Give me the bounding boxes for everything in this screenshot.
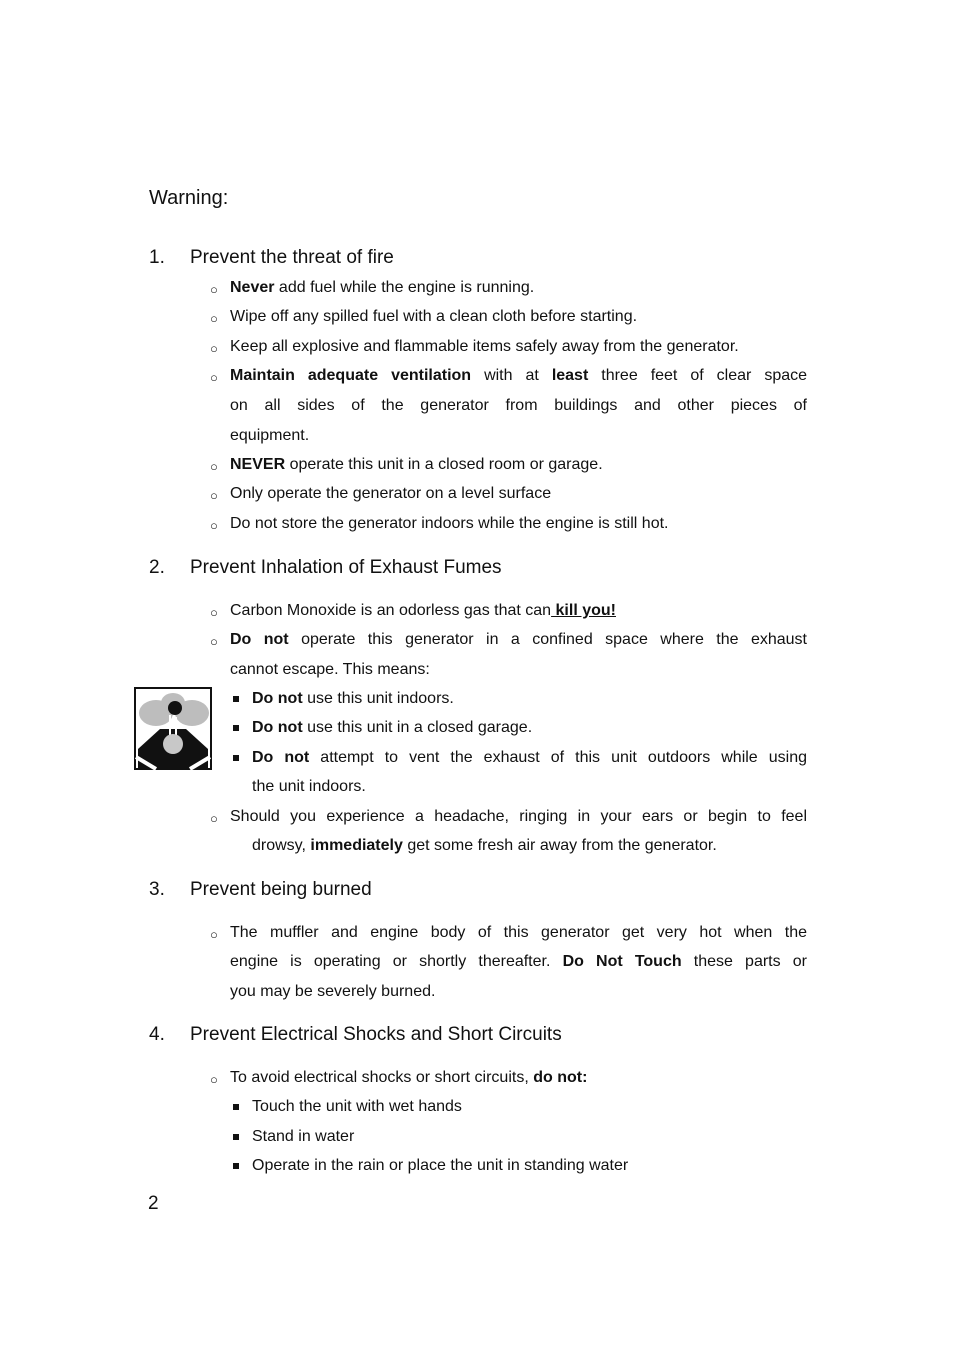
circle-bullet: ○ bbox=[210, 488, 218, 503]
section-4-number: 4. bbox=[149, 1024, 165, 1045]
warning-heading: Warning: bbox=[149, 187, 229, 209]
list-item: Maintain adequate ventilation with at least three feet of clear space bbox=[230, 367, 808, 384]
list-item-continuation: on all sides of the generator from buildings and other pieces of bbox=[230, 397, 807, 414]
page-number: 2 bbox=[148, 1193, 159, 1214]
list-item: Do not operate this generator in a confined space where the exhaust bbox=[230, 631, 807, 648]
square-bullet bbox=[233, 1134, 239, 1140]
circle-bullet: ○ bbox=[210, 311, 218, 326]
list-item: Never add fuel while the engine is running. bbox=[230, 279, 535, 296]
list-item-continuation: equipment. bbox=[230, 427, 310, 444]
circle-bullet: ○ bbox=[210, 927, 218, 942]
section-2-number: 2. bbox=[149, 557, 165, 578]
square-bullet bbox=[233, 1104, 239, 1110]
sub-list-item: Operate in the rain or place the unit in standing water bbox=[252, 1157, 629, 1174]
sub-list-item: Do not use this unit in a closed garage. bbox=[252, 719, 533, 736]
list-item: Do not store the generator indoors while the engine is still hot. bbox=[230, 515, 669, 532]
sub-list-item: Touch the unit with wet hands bbox=[252, 1098, 462, 1115]
sub-list-item: Stand in water bbox=[252, 1128, 355, 1145]
square-bullet bbox=[233, 755, 239, 761]
circle-bullet: ○ bbox=[210, 459, 218, 474]
section-1-number: 1. bbox=[149, 247, 165, 268]
list-item-continuation: drowsy, immediately get some fresh air away from the generator. bbox=[252, 837, 717, 854]
circle-bullet: ○ bbox=[210, 811, 218, 826]
square-bullet bbox=[233, 696, 239, 702]
section-2-title: Prevent Inhalation of Exhaust Fumes bbox=[190, 557, 502, 578]
list-item: Keep all explosive and flammable items safely away from the generator. bbox=[230, 338, 739, 355]
list-item-continuation: cannot escape. This means: bbox=[230, 661, 430, 678]
section-3-number: 3. bbox=[149, 879, 165, 900]
square-bullet bbox=[233, 725, 239, 731]
list-item: Wipe off any spilled fuel with a clean cloth before starting. bbox=[230, 308, 638, 325]
list-item: The muffler and engine body of this generator get very hot when the bbox=[230, 924, 807, 941]
section-4-title: Prevent Electrical Shocks and Short Circuits bbox=[190, 1024, 562, 1045]
section-1-title: Prevent the threat of fire bbox=[190, 247, 394, 268]
list-item: To avoid electrical shocks or short circuits, do not: bbox=[230, 1069, 588, 1086]
exhaust-fumes-hazard-icon bbox=[134, 687, 212, 770]
circle-bullet: ○ bbox=[210, 282, 218, 297]
sub-list-item: Do not attempt to vent the exhaust of this unit outdoors while using bbox=[252, 749, 807, 766]
sub-list-item: Do not use this unit indoors. bbox=[252, 690, 454, 707]
circle-bullet: ○ bbox=[210, 341, 218, 356]
list-item: Only operate the generator on a level surface bbox=[230, 485, 552, 502]
sub-list-item-continuation: the unit indoors. bbox=[252, 778, 366, 795]
circle-bullet: ○ bbox=[210, 370, 218, 385]
circle-bullet: ○ bbox=[210, 634, 218, 649]
circle-bullet: ○ bbox=[210, 1072, 218, 1087]
circle-bullet: ○ bbox=[210, 518, 218, 533]
square-bullet bbox=[233, 1163, 239, 1169]
circle-bullet: ○ bbox=[210, 605, 218, 620]
section-3-title: Prevent being burned bbox=[190, 879, 372, 900]
list-item: NEVER operate this unit in a closed room or garage. bbox=[230, 456, 603, 473]
list-item: Carbon Monoxide is an odorless gas that can kill you! bbox=[230, 602, 616, 619]
list-item-continuation: you may be severely burned. bbox=[230, 983, 436, 1000]
list-item-continuation: engine is operating or shortly thereafter. Do Not Touch these parts or bbox=[230, 953, 807, 970]
list-item: Should you experience a headache, ringing in your ears or begin to feel bbox=[230, 808, 807, 825]
